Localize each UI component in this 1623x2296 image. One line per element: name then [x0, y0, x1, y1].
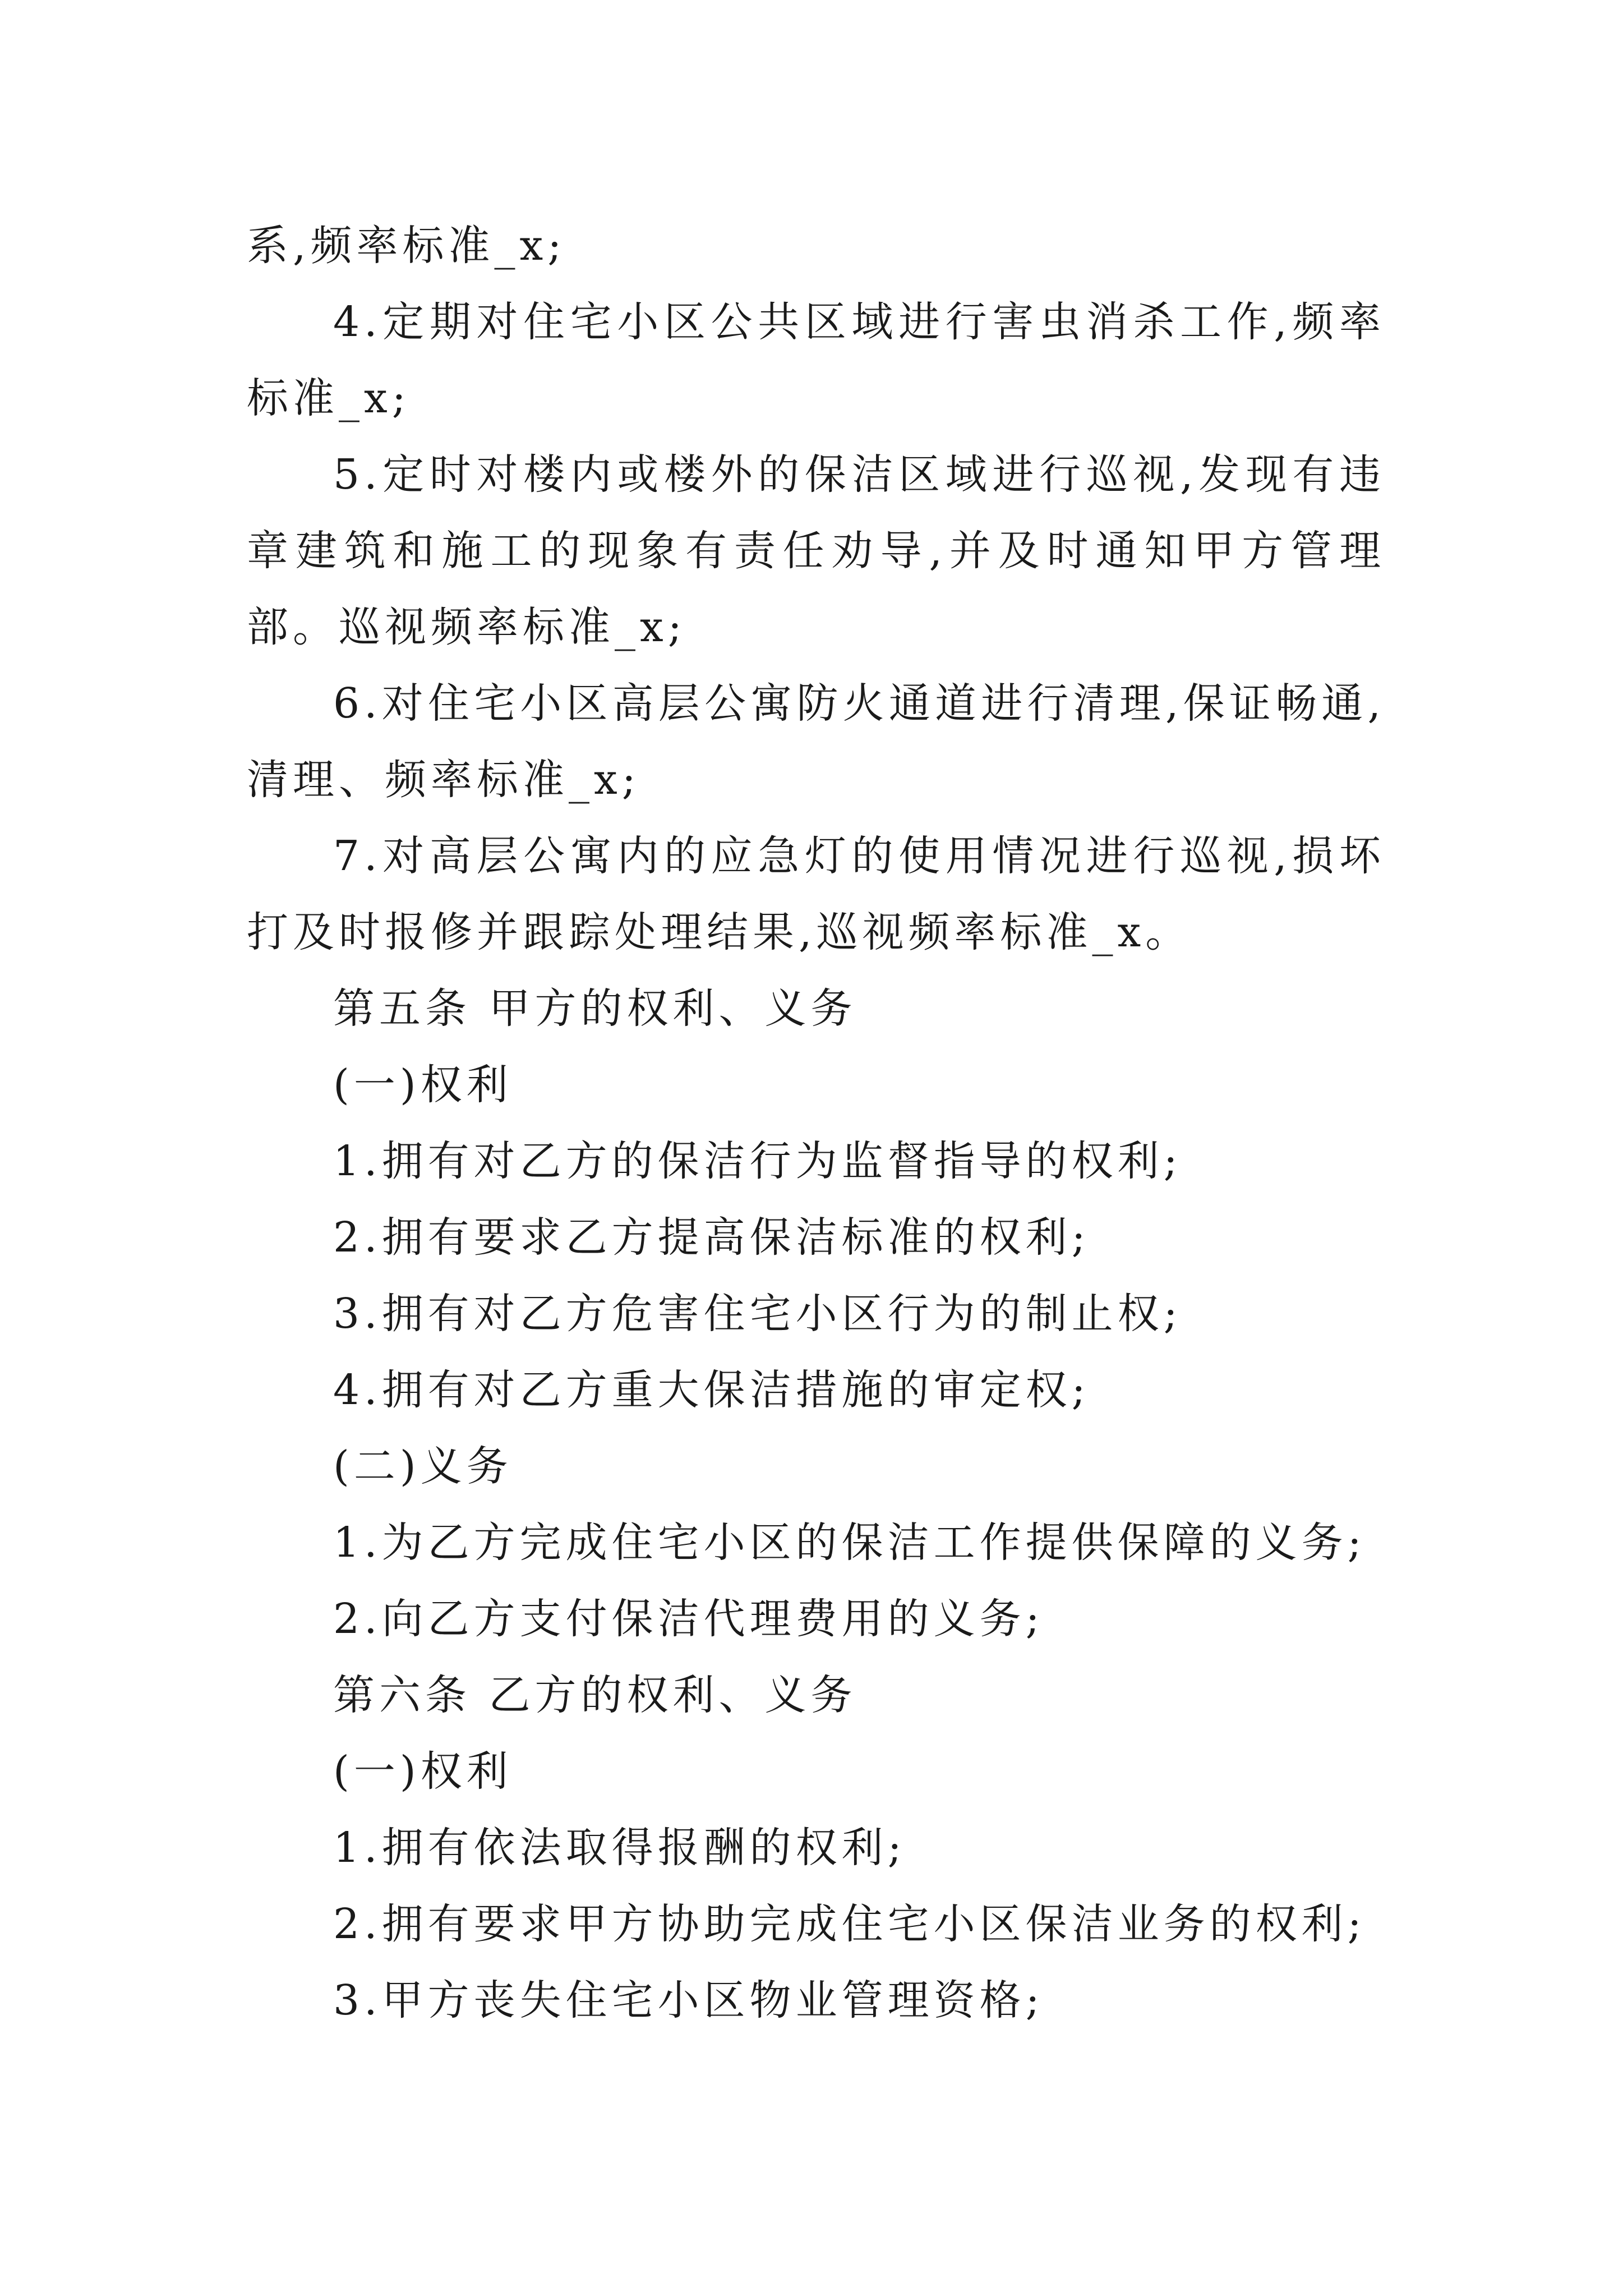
section-heading: (二)义务	[333, 1442, 513, 1490]
list-item: 3.甲方丧失住宅小区物业管理资格;	[333, 1976, 1044, 2024]
article-heading: 第六条 乙方的权利、义务	[333, 1671, 857, 1719]
list-item: 3.拥有对乙方危害住宅小区行为的制止权;	[333, 1290, 1182, 1338]
list-item: 2.向乙方支付保洁代理费用的义务;	[333, 1595, 1044, 1643]
list-item: 4.定期对住宅小区公共区域进行害虫消杀工作,频率标准_x;	[247, 298, 1385, 422]
list-item: 1.拥有依法取得报酬的权利;	[333, 1824, 906, 1872]
section-heading: (一)权利	[333, 1061, 513, 1109]
list-item: 2.拥有要求乙方提高保洁标准的权利;	[333, 1213, 1090, 1262]
list-item: 1.拥有对乙方的保洁行为监督指导的权利;	[333, 1137, 1182, 1185]
document-body	[247, 208, 1385, 2039]
list-item: 7.对高层公寓内的应急灯的使用情况进行巡视,损坏打及时报修并跟踪处理结果,巡视频率标准_x。	[247, 832, 1385, 956]
section-heading: (一)权利	[333, 1747, 513, 1796]
list-item: 5.定时对楼内或楼外的保洁区域进行巡视,发现有违章建筑和施工的现象有责任劝导,并及时通知甲方管理部。巡视频率标准_x;	[247, 450, 1385, 651]
article-heading: 第五条 甲方的权利、义务	[333, 984, 857, 1033]
list-item: 4.拥有对乙方重大保洁措施的审定权;	[333, 1366, 1090, 1414]
list-item: 1.为乙方完成住宅小区的保洁工作提供保障的义务;	[333, 1519, 1366, 1567]
paragraph-continuation: 系,频率标准_x;	[247, 222, 566, 270]
list-item: 6.对住宅小区高层公寓防火通道进行清理,保证畅通,清理、频率标准_x;	[247, 679, 1385, 804]
list-item: 2.拥有要求甲方协助完成住宅小区保洁业务的权利;	[333, 1900, 1366, 1948]
